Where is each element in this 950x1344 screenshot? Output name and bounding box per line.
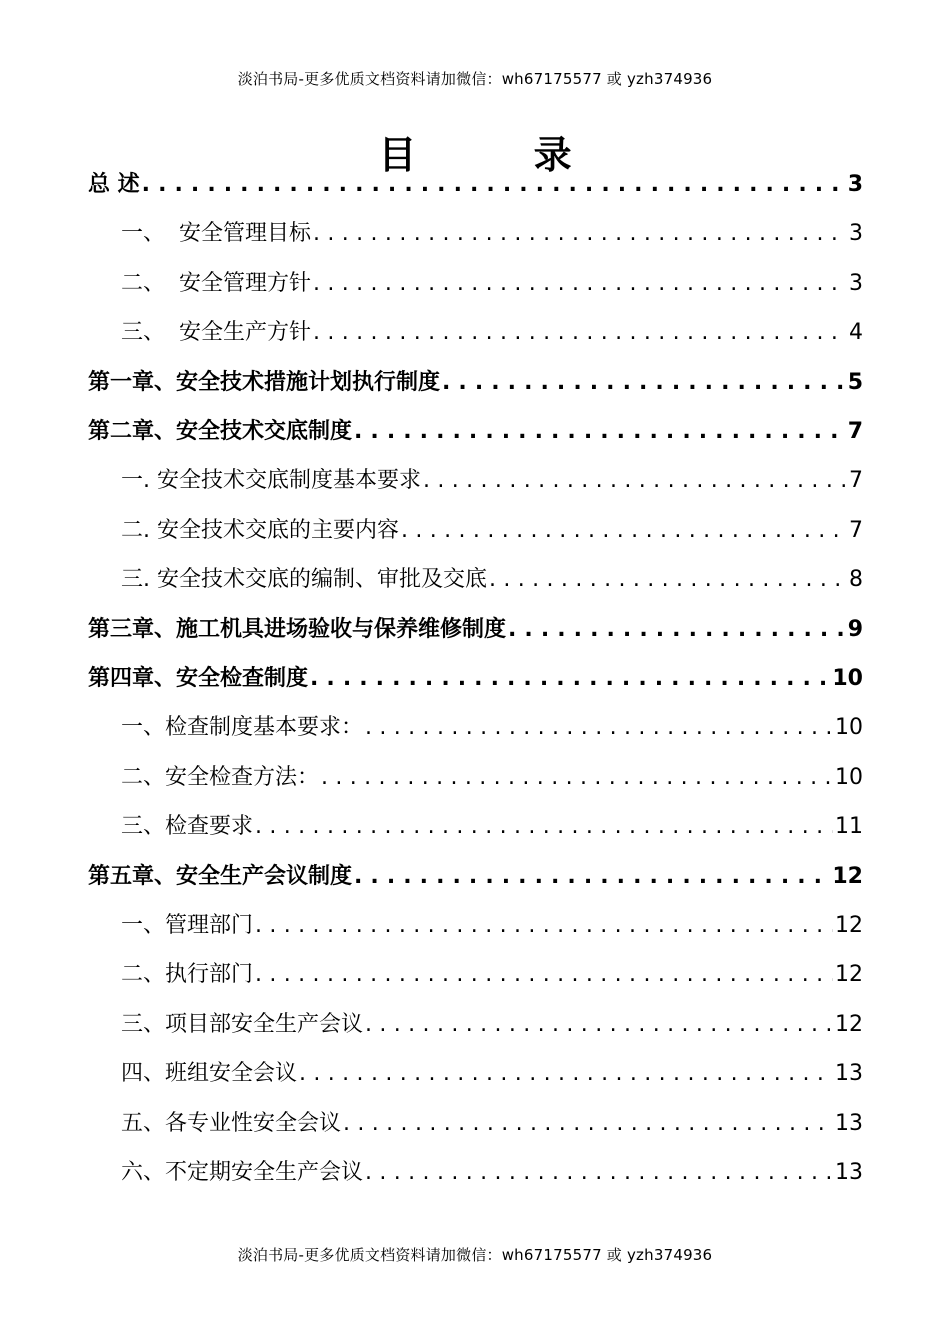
- toc-entry[interactable]: [121, 316, 863, 350]
- toc-entry-label: 五、各专业性安全会议: [121, 1110, 342, 1136]
- toc-entry-label: 一. 安全技术交底制度基本要求: [121, 468, 421, 494]
- page-title: 目 录: [378, 133, 624, 177]
- toc-entry-label: 第三章、施工机具进场验收与保养维修制度: [88, 616, 507, 642]
- toc-page-number: 12: [832, 863, 863, 889]
- toc-page-number: 11: [835, 814, 863, 840]
- toc-entry[interactable]: [121, 267, 863, 301]
- toc-entry-label: 总 述: [88, 172, 140, 197]
- toc-page-number: 3: [849, 221, 863, 247]
- toc-entry-label: 二. 安全技术交底的主要内容: [121, 517, 399, 543]
- toc-dot-leader: [313, 316, 847, 350]
- toc-page-number: 4: [849, 320, 863, 346]
- toc-page-number: 5: [847, 369, 863, 395]
- toc-entry-label: 三、项目部安全生产会议: [121, 1011, 364, 1037]
- toc-entry-label: 第一章、安全技术措施计划执行制度: [88, 369, 441, 395]
- toc-entry[interactable]: [121, 464, 863, 498]
- toc-page-number: 12: [835, 913, 863, 938]
- toc-dot-leader: [142, 168, 846, 202]
- toc-page-number: 13: [835, 1110, 863, 1136]
- toc-dot-leader: [442, 366, 846, 400]
- toc-dot-leader: [354, 860, 830, 894]
- toc-entry[interactable]: [88, 613, 863, 647]
- toc-dot-leader: [365, 1008, 833, 1042]
- toc-dot-leader: [365, 711, 833, 745]
- toc-dot-leader: [401, 514, 847, 548]
- toc-dot-leader: [313, 267, 847, 301]
- toc-entry[interactable]: [121, 810, 863, 844]
- toc-entry-label: 第四章、安全检查制度: [88, 666, 309, 691]
- toc-entry-label: 二、执行部门: [121, 962, 254, 988]
- toc-entry[interactable]: [121, 217, 863, 251]
- toc-entry-label: 一、 安全管理目标: [121, 221, 311, 247]
- toc-page-number: 7: [849, 468, 863, 494]
- toc-dot-leader: [343, 1107, 833, 1141]
- toc-entry[interactable]: [121, 1107, 863, 1141]
- toc-dot-leader: [489, 563, 847, 597]
- toc-page-number: 13: [835, 1160, 863, 1185]
- toc-dot-leader: [255, 958, 833, 992]
- toc-entry[interactable]: [88, 662, 863, 696]
- toc-page-number: 10: [832, 666, 863, 691]
- toc-dot-leader: [423, 464, 847, 498]
- toc-entry-label: 六、不定期安全生产会议: [121, 1160, 364, 1185]
- toc-dot-leader: [313, 217, 847, 251]
- toc-entry-label: 二、安全检查方法：: [121, 764, 320, 790]
- page-header-watermark: 淡泊书局-更多优质文档资料请加微信：wh67175577 或 yzh374936: [237, 70, 713, 88]
- toc-page-number: 13: [835, 1061, 863, 1087]
- toc-entry[interactable]: [121, 1156, 863, 1190]
- toc-entry-label: 一、管理部门: [121, 913, 254, 938]
- toc-dot-leader: [508, 613, 846, 647]
- toc-page-number: 3: [849, 270, 863, 296]
- toc-entry-label: 三. 安全技术交底的编制、审批及交底: [121, 567, 487, 593]
- toc-entry-label: 三、 安全生产方针: [121, 320, 311, 346]
- toc-entry-label: 一、检查制度基本要求：: [121, 715, 364, 741]
- toc-entry[interactable]: [121, 711, 863, 745]
- toc-dot-leader: [354, 415, 846, 449]
- toc-entry-label: 三、检查要求: [121, 814, 254, 840]
- toc-entry[interactable]: [121, 761, 863, 795]
- toc-dot-leader: [255, 810, 833, 844]
- toc-entry-label: 四、班组安全会议: [121, 1061, 298, 1087]
- toc-entry[interactable]: [121, 514, 863, 548]
- toc-page-number: 10: [835, 764, 863, 790]
- toc-page-number: 12: [835, 962, 863, 988]
- toc-page-number: 10: [835, 715, 863, 741]
- toc-page-number: 9: [847, 616, 863, 642]
- toc-entry[interactable]: [121, 563, 863, 597]
- toc-entry[interactable]: [88, 168, 863, 202]
- toc-dot-leader: [255, 909, 833, 943]
- page-footer-watermark: 淡泊书局-更多优质文档资料请加微信：wh67175577 或 yzh374936: [237, 1246, 713, 1264]
- toc-entry[interactable]: [88, 366, 863, 400]
- toc-entry-label: 第五章、安全生产会议制度: [88, 863, 353, 889]
- toc-entry[interactable]: [121, 958, 863, 992]
- toc-entry[interactable]: [121, 1008, 863, 1042]
- toc-entry[interactable]: [88, 860, 863, 894]
- toc-page-number: 3: [847, 172, 863, 197]
- toc-page-number: 12: [835, 1011, 863, 1037]
- toc-entry[interactable]: [88, 415, 863, 449]
- toc-page-number: 7: [847, 419, 863, 444]
- toc-entry[interactable]: [121, 1057, 863, 1091]
- toc-dot-leader: [365, 1156, 833, 1190]
- toc-entry[interactable]: [121, 909, 863, 943]
- toc-entry-label: 第二章、安全技术交底制度: [88, 419, 353, 444]
- toc-page-number: 8: [849, 567, 863, 593]
- toc-entry-label: 二、 安全管理方针: [121, 270, 311, 296]
- toc-dot-leader: [299, 1057, 833, 1091]
- toc-dot-leader: [321, 761, 833, 795]
- toc-page-number: 7: [849, 517, 863, 543]
- toc-dot-leader: [310, 662, 830, 696]
